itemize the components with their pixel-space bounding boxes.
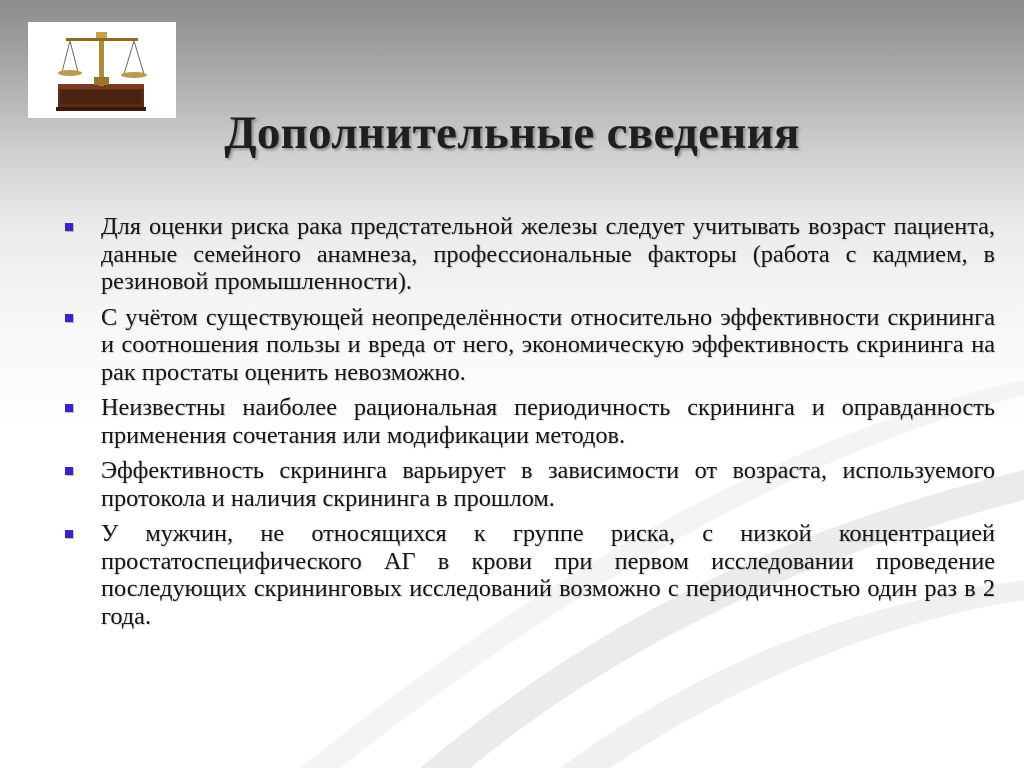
bullet-item <box>58 304 995 387</box>
bullet-list <box>58 213 995 638</box>
bullet-text: У мужчин, не относящихся к группе риска, с низкой концентрацией простатоспецифического АГ в крови при первом исследовании проведение последующих скрининговых исследований возможно с периодичностью один раз в 2 года. <box>101 520 995 630</box>
bullet-item <box>58 394 995 449</box>
bullet-text: С учётом существующей неопределённости относительно эффективности скрининга и соотношения пользы и вреда от него, экономическую эффективность скрининга на рак простаты оценить невозможно. <box>101 303 995 386</box>
slide-title: Дополнительные сведения <box>224 107 800 159</box>
scales-logo <box>28 22 176 118</box>
square-bullet-icon <box>65 530 73 538</box>
scales-icon <box>28 22 176 118</box>
square-bullet-icon <box>65 467 73 475</box>
square-bullet-icon <box>65 404 73 412</box>
square-bullet-icon <box>65 223 73 231</box>
bullet-item <box>58 457 995 512</box>
square-bullet-icon <box>65 314 73 322</box>
bullet-text: Для оценки риска рака предстательной железы следует учитывать возраст пациента, данные семейного анамнеза, профессиональные факторы (работа с кадмием, в резиновой промышленности). <box>101 213 995 295</box>
bullet-text: Неизвестны наиболее рациональная периодичность скрининга и оправданность применения сочетания или модификации методов. <box>101 394 995 449</box>
bullet-item <box>58 520 995 630</box>
bullet-text: Эффективность скрининга варьирует в зависимости от возраста, используемого протокола и наличия скрининга в прошлом. <box>101 457 995 512</box>
bullet-item <box>58 213 995 296</box>
